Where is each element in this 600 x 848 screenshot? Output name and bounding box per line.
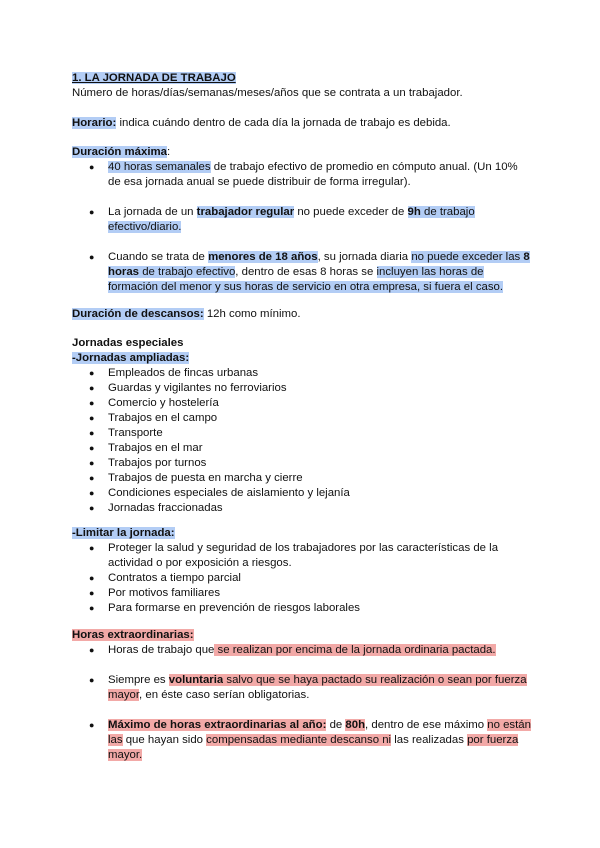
- list-item: ● 40 horas semanales de trabajo efectivo de promedio en cómputo anual. (Un 10% de esa jornada anual se puede distribuir de forma irregular).: [72, 160, 532, 190]
- page-title: 1. LA JORNADA DE TRABAJO: [72, 72, 236, 84]
- section-jornada: [72, 71, 532, 101]
- list-item: ● Cuando se trata de menores de 18 años, su jornada diaria no puede exceder las 8 horas de trabajo efectivo, dentro de esas 8 horas se incluyen las horas de formación del menor y sus horas de servicio en otra empresa, si fuera el caso.: [72, 250, 532, 295]
- limitar-label: -Limitar la jornada:: [72, 527, 175, 539]
- list-item: ● Trabajos de puesta en marcha y cierre: [72, 471, 532, 486]
- section-descansos: [72, 307, 532, 322]
- list-item: ● Para formarse en prevención de riesgos laborales: [72, 601, 532, 616]
- list-item: ● Trabajos por turnos: [72, 456, 532, 471]
- extra-heading: Horas extraordinarias:: [72, 629, 194, 641]
- descansos-text: 12h como mínimo.: [203, 308, 301, 320]
- list-item: ● La jornada de un trabajador regular no puede exceder de 9h de trabajo efectivo/diario.: [72, 205, 532, 235]
- section-horas-extraordinarias: [72, 628, 532, 763]
- list-item: ● Guardas y vigilantes no ferroviarios: [72, 381, 532, 396]
- list-item: ● Transporte: [72, 426, 532, 441]
- list-item: ● Proteger la salud y seguridad de los trabajadores por las características de la actividad o por exposición a riesgos.: [72, 541, 532, 571]
- intro-text: Número de horas/días/semanas/meses/años que se contrata a un trabajador.: [72, 87, 463, 99]
- list-item: ● Jornadas fraccionadas: [72, 501, 532, 516]
- list-item: ● Contratos a tiempo parcial: [72, 571, 532, 586]
- section-duracion-maxima: Duración máxima: ● 40 horas semanales de trabajo efectivo de promedio en cómputo anual. (Un 10% de esa jornada anual se puede distribuir de forma irregular). ● La jornada de un trabajador regular no puede exceder de 9h de trabajo efectivo/diario. ● Cuando se trata de menores de 18 años, su jornada diaria no puede exceder las 8 horas de trabajo efectivo, dentro de esas 8 horas se incluyen las horas de formación del menor y sus horas de servicio en otra empresa, si fuera el caso.: [72, 145, 532, 295]
- section-horario: [72, 116, 532, 131]
- especiales-heading: Jornadas especiales: [72, 337, 184, 349]
- duracion-maxima-list: [72, 160, 532, 295]
- list-item: ● Por motivos familiares: [72, 586, 532, 601]
- ampliadas-list: [72, 366, 532, 516]
- list-item: ● Condiciones especiales de aislamiento y lejanía: [72, 486, 532, 501]
- list-item: ● Empleados de fincas urbanas: [72, 366, 532, 381]
- list-item: ● Máximo de horas extraordinarias al año: de 80h, dentro de ese máximo no están las que hayan sido compensadas mediante descanso ni las realizadas por fuerza mayor.: [72, 718, 532, 763]
- section-limitar-jornada: [72, 526, 532, 616]
- horario-text: indica cuándo dentro de cada día la jornada de trabajo es debida.: [116, 117, 451, 129]
- extra-list: [72, 643, 532, 763]
- list-item: ● Horas de trabajo que se realizan por encima de la jornada ordinaria pactada.: [72, 643, 532, 658]
- ampliadas-label: -Jornadas ampliadas:: [72, 352, 190, 364]
- list-item: ● Siempre es voluntaria salvo que se haya pactado su realización o sean por fuerza mayor, en éste caso serían obligatorias.: [72, 673, 532, 703]
- list-item: ● Trabajos en el campo: [72, 411, 532, 426]
- horario-label: Horario:: [72, 117, 117, 129]
- descansos-label: Duración de descansos:: [72, 308, 204, 320]
- limitar-list: [72, 541, 532, 616]
- section-jornadas-especiales: [72, 336, 532, 516]
- list-item: ● Trabajos en el mar: [72, 441, 532, 456]
- list-item: ● Comercio y hostelería: [72, 396, 532, 411]
- duracion-maxima-heading: Duración máxima: [72, 146, 167, 158]
